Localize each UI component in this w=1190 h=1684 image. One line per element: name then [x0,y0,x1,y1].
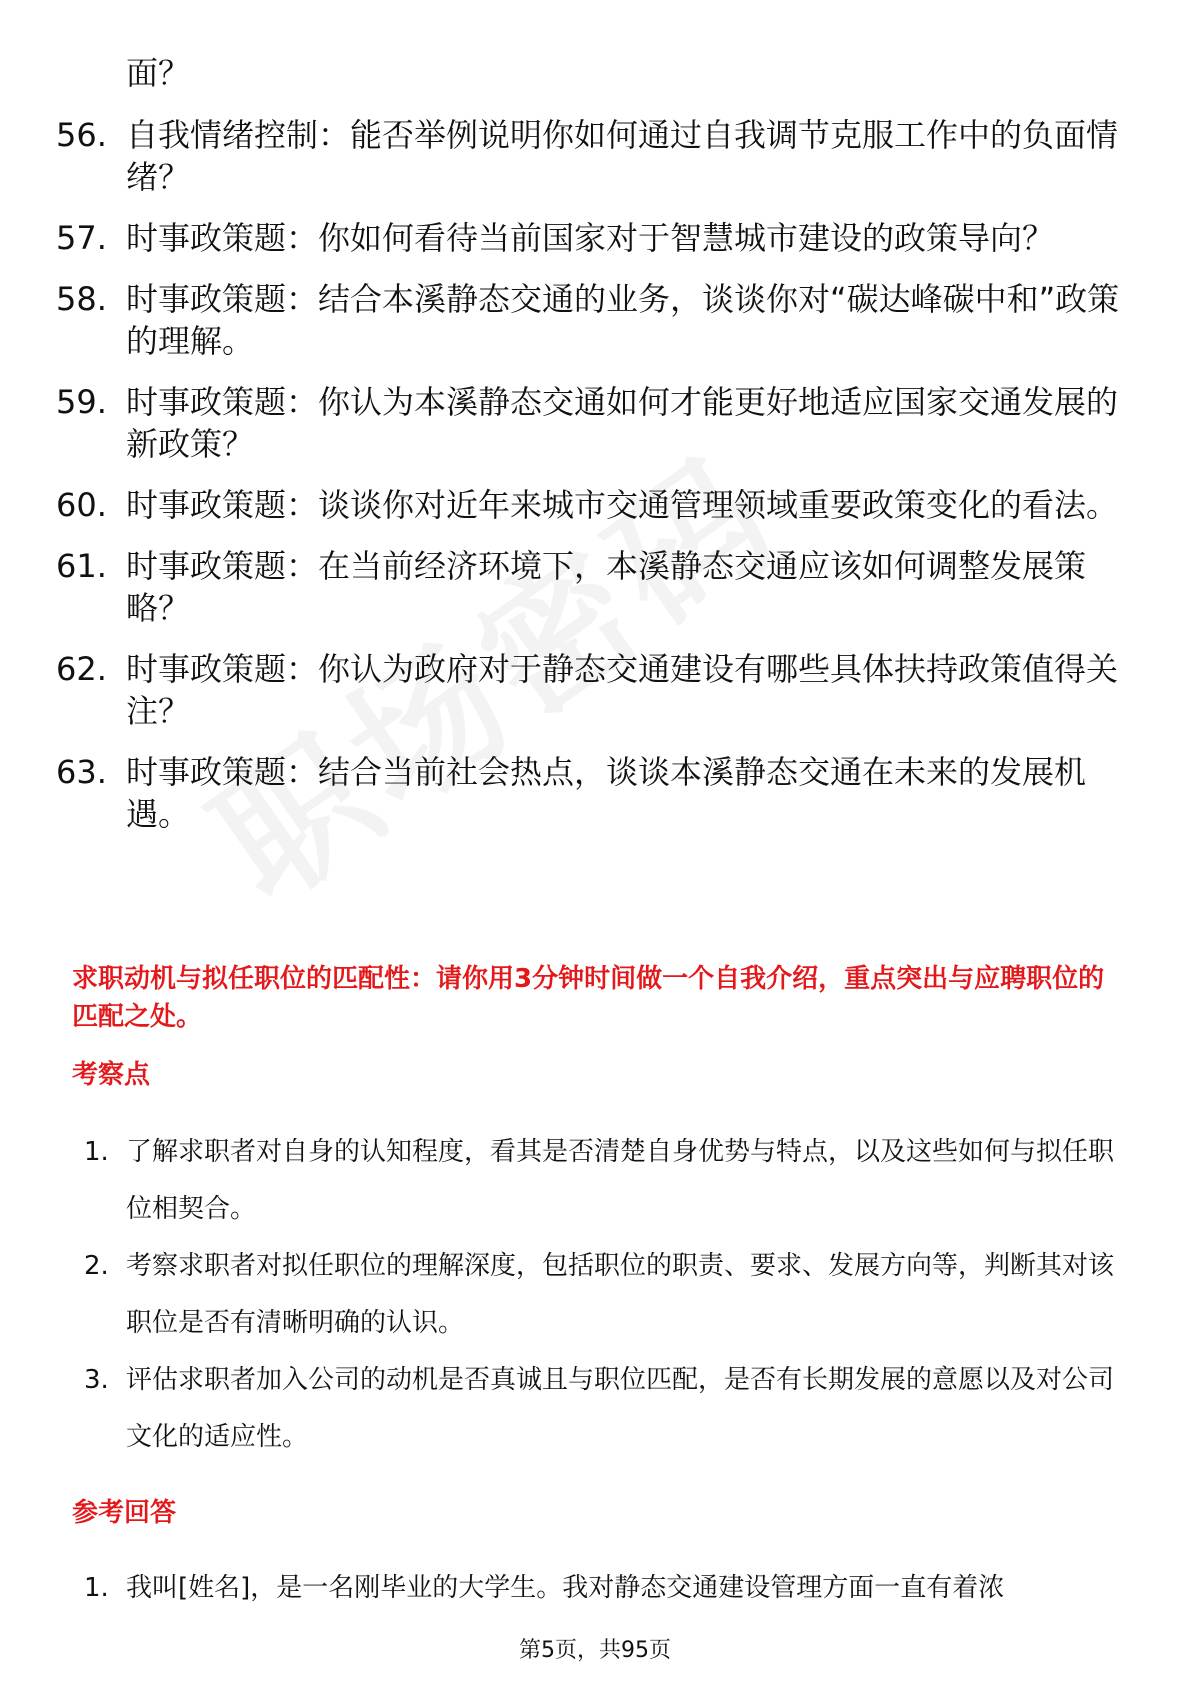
question-item [56,217,1136,259]
review-point [84,1238,1124,1352]
section-heading: 求职动机与拟任职位的匹配性：请你用3分钟时间做一个自我介绍，重点突出与应聘职位的匹配之处。 [72,964,1105,1032]
question-text: 时事政策题：你认为本溪静态交通如何才能更好地适应国家交通发展的新政策？ [126,383,1119,463]
review-label: 考察点 [72,1060,151,1090]
review-point [84,1124,1124,1238]
question-number: 57. [56,219,107,257]
question-item [56,381,1136,465]
review-point-number: 3. [84,1365,109,1395]
question-text: 时事政策题：在当前经济环境下，本溪静态交通应该如何调整发展策略？ [126,547,1087,627]
review-point-list [84,1124,1124,1466]
review-point-number: 2. [84,1251,109,1281]
question-item [56,114,1136,198]
review-point-text: 评估求职者加入公司的动机是否真诚且与职位匹配，是否有长期发展的意愿以及对公司文化的适应性。 [126,1365,1115,1452]
question-list [56,114,1136,854]
question-number: 62. [56,650,107,688]
question-number: 61. [56,547,107,585]
question-text: 时事政策题：你认为政府对于静态交通建设有哪些具体扶持政策值得关注？ [126,650,1119,730]
answer-point-number: 1. [84,1573,109,1603]
question-number: 59. [56,383,107,421]
question-item [56,484,1136,526]
question-number: 63. [56,753,107,791]
question-number: 58. [56,280,107,318]
question-item [56,648,1136,732]
answer-point-text: 我叫[姓名]，是一名刚毕业的大学生。我对静态交通建设管理方面一直有着浓 [126,1573,1005,1603]
question-text: 时事政策题：你如何看待当前国家对于智慧城市建设的政策导向？ [126,219,1055,257]
question-item [56,278,1136,362]
question-number: 56. [56,116,107,154]
page-footer: 第5页，共95页 [519,1638,671,1663]
answer-point [84,1560,1124,1617]
question-text: 时事政策题：谈谈你对近年来城市交通管理领域重要政策变化的看法。 [126,486,1119,524]
question-continuation: 面？ [126,54,191,92]
question-item [56,545,1136,629]
question-text: 自我情绪控制：能否举例说明你如何通过自我调节克服工作中的负面情绪？ [126,116,1119,196]
review-point [84,1352,1124,1466]
answer-label: 参考回答 [72,1498,177,1528]
question-text: 时事政策题：结合当前社会热点，谈谈本溪静态交通在未来的发展机遇。 [126,753,1087,833]
question-text: 时事政策题：结合本溪静态交通的业务，谈谈你对“碳达峰碳中和”政策的理解。 [126,280,1120,360]
answer-point-list [84,1560,1124,1617]
question-item [56,751,1136,835]
question-number: 60. [56,486,107,524]
review-point-number: 1. [84,1137,109,1167]
review-point-text: 了解求职者对自身的认知程度，看其是否清楚自身优势与特点，以及这些如何与拟任职位相契合。 [126,1137,1115,1224]
review-point-text: 考察求职者对拟任职位的理解深度，包括职位的职责、要求、发展方向等，判断其对该职位是否有清晰明确的认识。 [126,1251,1115,1338]
